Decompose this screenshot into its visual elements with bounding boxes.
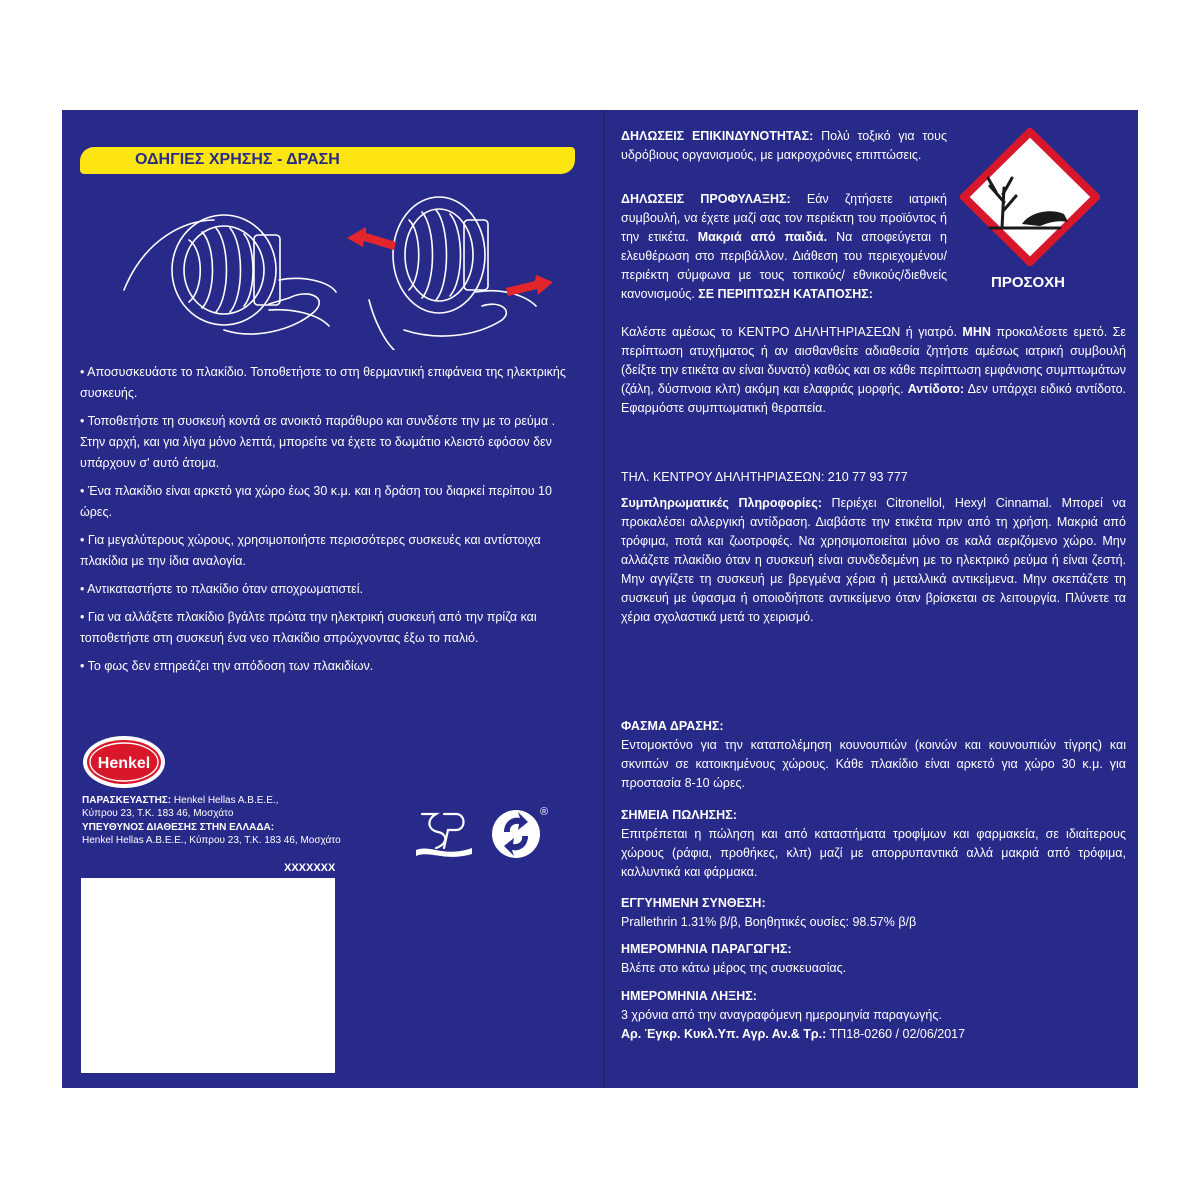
manufacturer-name: Henkel Hellas A.B.E.E., [173,795,279,806]
production-section [621,940,1126,978]
registered-mark: ® [539,806,549,818]
hazard-statements [621,127,947,165]
manufacturer-info [82,794,382,847]
spectrum-section [621,717,1126,793]
list-item: • Αντικαταστήστε το πλακίδιο όταν αποχρωματιστεί. [80,582,363,596]
batch-code: XXXXXXX [284,862,336,874]
poison-center-phone: ΤΗΛ. ΚΕΝΤΡΟΥ ΔΗΛΗΤΗΡΙΑΣΕΩΝ: 210 77 93 777 [621,470,908,484]
list-item: • Αποσυσκευάστε το πλακίδιο. Τοποθετήστε το στη θερμαντική επιφάνεια της ηλεκτρικής συσκευής. [80,365,566,400]
precaution-bold-2: ΣΕ ΠΕΡΙΠΤΩΣΗ ΚΑΤΑΠΟΣΗΣ: [698,287,873,301]
precaution-bold-3: ΜΗΝ [962,325,991,339]
label-panel [62,110,1138,1088]
hand-outline [124,220,214,290]
production-text: Βλέπε στο κάτω μέρος της συσκευασίας. [621,961,847,975]
instructions-list [80,362,578,684]
approval-text: ΤΠ18-0260 / 02/06/2017 [829,1027,966,1041]
blank-label-area [81,878,335,1073]
insert-tablet-drawing [124,215,336,334]
spectrum-text: Εντομοκτόνο για την καταπολέμηση κουνουπιών (κοινών και κουνουπιών τίγρης) και σκνιπών σε κατοικημένους χώρους. Κάθε πλακίδιο είναι αρκετό για χώρο 30 κ.μ. για προστασία 8-10 ώρες. [621,738,1126,790]
manufacturer-address: Κύπρου 23, Τ.Κ. 183 46, Μοσχάτο [82,808,234,820]
approval-label: Αρ. Έγκρ. Κυκλ.Υπ. Αγρ. Αν.& Τρ.: [621,1027,827,1041]
list-item: • Για να αλλάξετε πλακίδιο βγάλτε πρώτα την ηλεκτρική συσκευή από την πρίζα και τοποθετήστε στη συσκευή ένα νεο πλακίδιο σπρώχνοντας έξω το παλιό. [80,610,537,645]
henkel-logo [82,735,166,789]
precaution-text-3: Καλέστε αμέσως το ΚΕΝΤΡΟ ΔΗΛΗΤΗΡΙΑΣΕΩΝ ή γιατρό. [621,325,957,339]
arrow-out-icon [347,227,396,250]
composition-text: Prallethrin 1.31% β/β, Βοηθητικές ουσίες: 98.57% β/β [621,915,917,929]
instructions-column [62,110,602,1088]
precaution-text-1: Εάν ζητήσετε ιατρική συμβουλή, να έχετε μαζί σας τον περιέκτη του προϊόντος ή την ετικέτα. [621,192,947,244]
usage-illustration [104,180,554,350]
recycling-sp-logo [414,804,474,860]
manufacturer-label: ΠΑΡΑΣΚΕΥΑΣΤΗΣ: [82,795,172,806]
brand-name: Henkel [97,755,151,772]
red-arrows [347,227,553,296]
composition-section [621,894,1126,932]
distributor-label: ΥΠΕΥΘΥΝΟΣ ΔΙΑΘΕΣΗΣ ΣΤΗΝ ΕΛΛΑΔΑ: [82,821,275,833]
green-dot-logo [490,802,550,862]
list-item: • Το φως δεν επηρεάζει την απόδοση των πλακιδίων. [80,659,374,673]
precaution-block-b [621,323,1126,418]
hazard-statements-text: Πολύ τοξικό για τους υδρόβιους οργανισμούς, με μακροχρόνιες επιπτώσεις. [621,129,947,162]
extra-info [621,494,1126,627]
hazard-signal-word: ΠΡΟΣΟΧΗ [991,274,1066,291]
environment-hazard-pictogram [960,128,1100,266]
column-divider [603,110,605,1088]
list-item: • Τοποθετήστε τη συσκευή κοντά σε ανοικτό παράθυρο και συνδέστε την με το ρεύμα . Στην αρχή, και για λίγα μόνο λεπτά, μπορείτε να έχετε το δωμάτιο κλειστό εφόσον δεν υπάρχουν σ' αυτό άτομα. [80,414,556,470]
list-item: • Ένα πλακίδιο είναι αρκετό για χώρο έως 30 κ.μ. και η δράση του διαρκεί περίπου 10 ώρες. [80,484,552,519]
list-item: • Για μεγαλύτερους χώρους, χρησιμοποιήστε περισσότερες συσκευές και αντίστοιχα πλακίδια με την ίδια αναλογία. [80,533,541,568]
precaution-block-a [621,190,947,304]
expiry-text: 3 χρόνια από την αναγραφόμενη ημερομηνία παραγωγής. [621,1008,942,1022]
safety-column [613,110,1138,1088]
sales-section [621,806,1126,882]
precaution-text-2: Να αποφεύγεται η ελευθέρωση στο περιβάλλον. Διάθεση του περιεχομένου/ περιέκτη σύμφωνα με τους τοπικούς/ εθνικούς/διεθνείς κανονισμούς. [621,230,947,301]
extra-info-text: Περιέχει Citronellol, Hexyl Cinnamal. Μπορεί να προκαλέσει αλλεργική αντίδραση. Διαβάστε την ετικέτα πριν από τη χρήση. Μακριά από τρόφιμα, ποτά και ζωοτροφές. Να χρησιμοποιείται μόνο σε καλά αεριζόμενο χώρο. Μην αλλάζετε πλακίδιο όταν η συσκευή είναι συνδεδεμένη με το ηλεκτρικό ρεύμα ή είναι ζεστή. Μην αγγίζετε τη συσκευή με βρεγμένα χέρια ή μεταλλικά αντικείμενα. Μην σκεπάζετε τη συσκευή με ύφασμα ή οποιοδήποτε αντικείμενο όταν βρίσκεται σε λειτουργία. Πλύνετε τα χέρια σχολαστικά μετά το χειρισμό. [621,496,1126,624]
precaution-bold-1: Μακριά από παιδιά. [697,230,828,244]
extra-info-title: Συμπληρωματικές Πληροφορίες: [621,496,822,510]
banner-title: ΟΔΗΓΙΕΣ ΧΡΗΣΗΣ - ΔΡΑΣΗ [135,151,340,168]
distributor-info: Henkel Hellas A.B.E.E., Κύπρου 23, Τ.Κ. 183 46, Μοσχάτο [82,834,341,846]
sales-text: Επιτρέπεται η πώληση και από καταστήματα τροφίμων και φαρμακεία, σε ιδιαίτερους χώρους (ράφια, προθήκες, κλπ) μαζί με απορρυπαντικά αλλά μακριά από τρόφιμα, καλλυντικά και φάρμακα. [621,827,1126,879]
expiry-title: ΗΜΕΡΟΜΗΝΙΑ ΛΗΞΗΣ: [621,989,757,1003]
antidote-text: Δεν υπάρχει ειδικό αντίδοτο. Εφαρμόστε συμπτωματική θεραπεία. [621,382,1126,415]
hand-outline-2 [369,300,394,350]
hazard-statements-title: ΔΗΛΩΣΕΙΣ ΕΠΙΚΙΝΔΥΝΟΤΗΤΑΣ: [621,129,814,143]
replace-tablet-drawing [369,197,536,350]
expiry-section [621,987,1126,1044]
sales-title: ΣΗΜΕΙΑ ΠΩΛΗΣΗΣ: [621,808,737,822]
spectrum-title: ΦΑΣΜΑ ΔΡΑΣΗΣ: [621,719,724,733]
instructions-banner [80,147,575,174]
arrow-in-icon [506,275,553,296]
precaution-text-4: προκαλέσετε εμετό. Σε περίπτωση ατυχήματος ή αν αισθανθείτε αδιαθεσία ζητήστε αμέσως ιατρική συμβουλή (δείξτε την ετικέτα αν είναι δυνατό) καθώς και σε κάθε περίπτωση εμφάνισης συμπτωμάτων (ζάλη, δύσπνοια κλπ) ακόμη και ελαφριάς μορφής. [621,325,1127,396]
antidote-label: Αντίδοτο: [907,382,965,396]
production-title: ΗΜΕΡΟΜΗΝΙΑ ΠΑΡΑΓΩΓΗΣ: [621,942,792,956]
precaution-title: ΔΗΛΩΣΕΙΣ ΠΡΟΦΥΛΑΞΗΣ: [621,192,791,206]
composition-title: ΕΓΓΥΗΜΕΝΗ ΣΥΝΘΕΣΗ: [621,896,766,910]
